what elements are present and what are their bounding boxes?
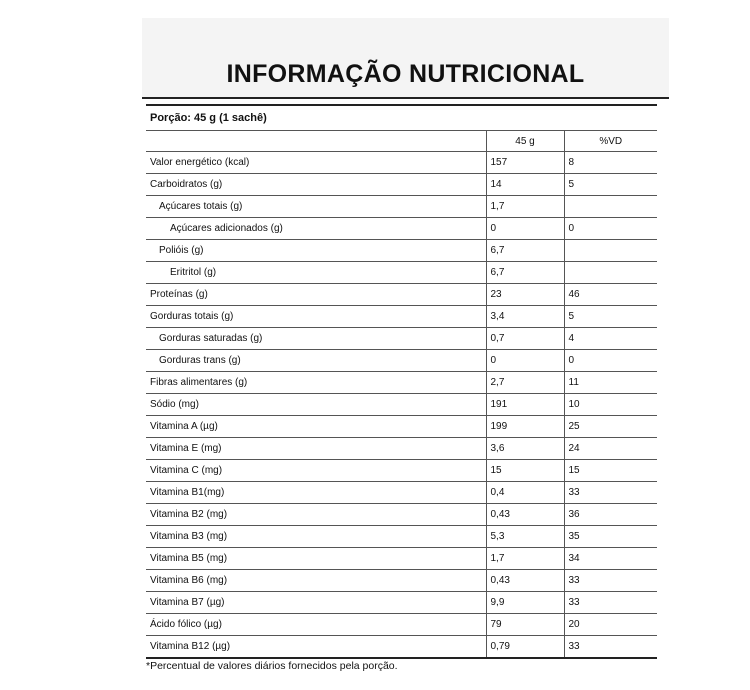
amount-value: 1,7	[486, 196, 564, 218]
table-row	[146, 262, 657, 284]
amount-value: 199	[486, 416, 564, 438]
table-row	[146, 416, 657, 438]
dv-value: 5	[564, 174, 657, 196]
amount-value: 23	[486, 284, 564, 306]
amount-value: 3,4	[486, 306, 564, 328]
portion-row	[146, 105, 657, 131]
dv-value: 20	[564, 614, 657, 636]
nutrient-name: Gorduras trans (g)	[146, 350, 486, 372]
amount-value: 157	[486, 152, 564, 174]
amount-value: 0,79	[486, 636, 564, 659]
dv-value: 33	[564, 592, 657, 614]
dv-value: 15	[564, 460, 657, 482]
table-row	[146, 636, 657, 659]
nutrient-name: Carboidratos (g)	[146, 174, 486, 196]
amount-value: 0,43	[486, 504, 564, 526]
dv-value	[564, 240, 657, 262]
amount-value: 191	[486, 394, 564, 416]
dv-value: 36	[564, 504, 657, 526]
nutrient-name: Vitamina B7 (µg)	[146, 592, 486, 614]
nutrient-name: Açúcares totais (g)	[146, 196, 486, 218]
nutrient-name: Vitamina B3 (mg)	[146, 526, 486, 548]
dv-value: 46	[564, 284, 657, 306]
footnote: *Percentual de valores diários fornecidos pela porção.	[146, 660, 398, 672]
nutrient-name: Vitamina B12 (µg)	[146, 636, 486, 659]
dv-value: 5	[564, 306, 657, 328]
table-row	[146, 240, 657, 262]
table-row	[146, 372, 657, 394]
dv-value	[564, 196, 657, 218]
table-row	[146, 174, 657, 196]
nutrient-name: Vitamina B1(mg)	[146, 482, 486, 504]
nutrient-name: Eritritol (g)	[146, 262, 486, 284]
dv-value: 11	[564, 372, 657, 394]
amount-value: 0	[486, 350, 564, 372]
table-row	[146, 350, 657, 372]
nutrient-name: Vitamina A (µg)	[146, 416, 486, 438]
table-row	[146, 504, 657, 526]
table-row	[146, 526, 657, 548]
nutrient-name: Proteínas (g)	[146, 284, 486, 306]
page-title: INFORMAÇÃO NUTRICIONAL	[226, 60, 585, 88]
nutrient-name: Vitamina B6 (mg)	[146, 570, 486, 592]
amount-value: 6,7	[486, 240, 564, 262]
table-row	[146, 284, 657, 306]
nutrient-name: Vitamina B5 (mg)	[146, 548, 486, 570]
amount-value: 14	[486, 174, 564, 196]
table-row	[146, 394, 657, 416]
amount-value: 15	[486, 460, 564, 482]
table-row	[146, 196, 657, 218]
table-row	[146, 614, 657, 636]
dv-value: 8	[564, 152, 657, 174]
amount-value: 0,7	[486, 328, 564, 350]
nutrient-name: Ácido fólico (µg)	[146, 614, 486, 636]
amount-value: 6,7	[486, 262, 564, 284]
dv-value: 4	[564, 328, 657, 350]
table-row	[146, 438, 657, 460]
dv-value: 10	[564, 394, 657, 416]
table-row	[146, 460, 657, 482]
nutrient-name: Valor energético (kcal)	[146, 152, 486, 174]
table-row	[146, 548, 657, 570]
table-row	[146, 592, 657, 614]
nutrient-name: Vitamina E (mg)	[146, 438, 486, 460]
nutrition-table-body	[146, 105, 657, 658]
dv-value	[564, 262, 657, 284]
amount-value: 2,7	[486, 372, 564, 394]
table-row	[146, 482, 657, 504]
dv-value: 33	[564, 636, 657, 659]
amount-value: 0,4	[486, 482, 564, 504]
amount-value: 0,43	[486, 570, 564, 592]
nutrient-name: Gorduras saturadas (g)	[146, 328, 486, 350]
dv-value: 33	[564, 482, 657, 504]
dv-value: 34	[564, 548, 657, 570]
nutrient-name: Gorduras totais (g)	[146, 306, 486, 328]
table-row	[146, 306, 657, 328]
nutrient-name: Vitamina C (mg)	[146, 460, 486, 482]
amount-value: 0	[486, 218, 564, 240]
dv-value: 0	[564, 350, 657, 372]
table-row	[146, 328, 657, 350]
table-row	[146, 218, 657, 240]
header-nutrient-cell	[146, 131, 486, 152]
dv-value: 25	[564, 416, 657, 438]
header-amount: 45 g	[486, 131, 564, 152]
nutrient-name: Polióis (g)	[146, 240, 486, 262]
amount-value: 3,6	[486, 438, 564, 460]
amount-value: 1,7	[486, 548, 564, 570]
title-divider	[142, 97, 669, 99]
dv-value: 33	[564, 570, 657, 592]
amount-value: 79	[486, 614, 564, 636]
amount-value: 9,9	[486, 592, 564, 614]
header-dv: %VD	[564, 131, 657, 152]
table-row	[146, 152, 657, 174]
nutrition-table	[146, 104, 657, 659]
dv-value: 24	[564, 438, 657, 460]
dv-value: 35	[564, 526, 657, 548]
nutrient-name: Açúcares adicionados (g)	[146, 218, 486, 240]
dv-value: 0	[564, 218, 657, 240]
amount-value: 5,3	[486, 526, 564, 548]
nutrient-name: Sódio (mg)	[146, 394, 486, 416]
portion-label: Porção: 45 g (1 sachê)	[146, 105, 657, 131]
nutrient-name: Fibras alimentares (g)	[146, 372, 486, 394]
nutrient-name: Vitamina B2 (mg)	[146, 504, 486, 526]
table-row	[146, 570, 657, 592]
header-row	[146, 131, 657, 152]
